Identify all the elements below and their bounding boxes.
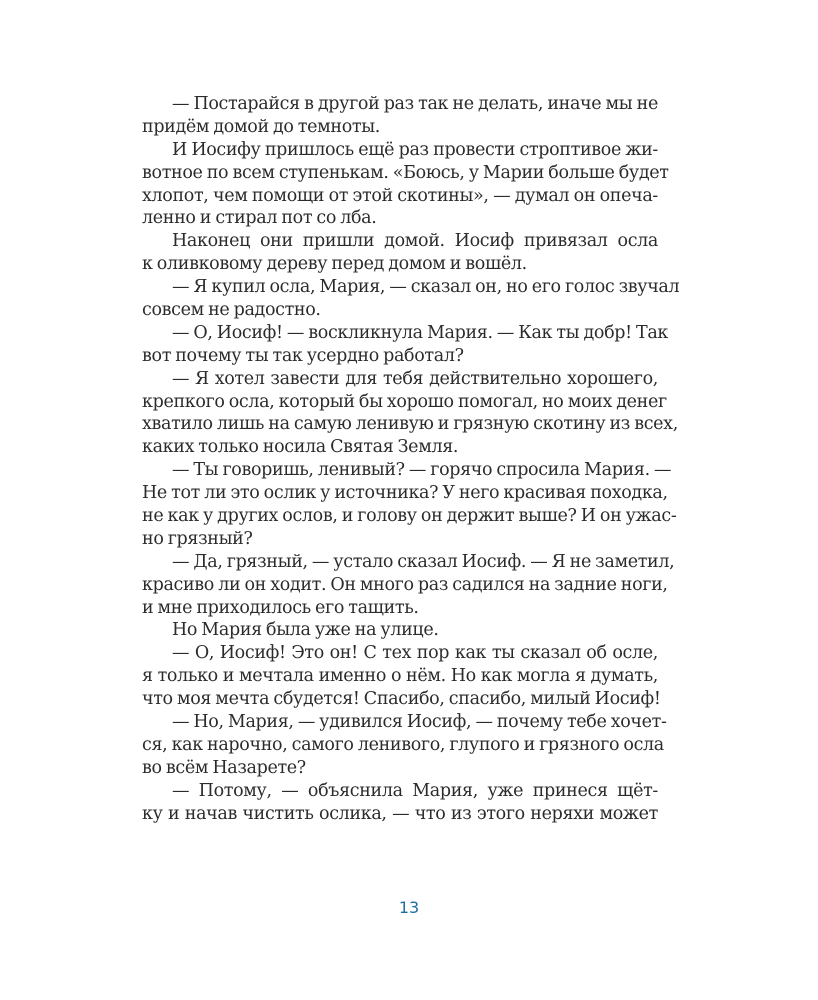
text-line: — Ты говоришь, ленивый? — горячо спросила Мария. — [172, 460, 672, 481]
text-line: ленно и стирал пот со лба. [142, 208, 377, 229]
text-line: во всём Назарете? [142, 757, 306, 778]
text-line: — Постарайся в другой раз так не делать, иначе мы не [172, 94, 658, 114]
text-line: крепкого осла, который бы хорошо помогал, но моих денег [142, 391, 667, 412]
text-line: — О, Иосиф! — воскликнула Мария. — Как ты добр! Так [172, 322, 669, 343]
text-line: вотное по всем ступенькам. «Боюсь, у Марии больше будет [142, 162, 669, 183]
text-line: Не тот ли это ослик у источника? У него красивая походка, [142, 483, 668, 504]
page-body [142, 93, 680, 826]
text-line: я только и мечтала именно о нём. Но как могла я думать, [142, 666, 658, 687]
text-line: но грязный? [142, 528, 253, 549]
text-line: Наконец они пришли домой. Иосиф привязал осла [172, 231, 658, 252]
text-line: — Я хотел завести для тебя действительно хорошего, [172, 368, 658, 389]
text-line: — Да, грязный, — устало сказал Иосиф. — Я не заметил, [172, 551, 675, 572]
page-number: 13 [398, 898, 420, 917]
text-line: — Я купил осла, Мария, — сказал он, но его голос звучал [172, 277, 680, 298]
text-line: не как у других ослов, и голову он держит выше? И он ужас- [142, 506, 677, 527]
text-line: совсем не радостно. [142, 300, 321, 321]
text-line: и мне приходилось его тащить. [142, 597, 419, 618]
text-line: что моя мечта сбудется! Спасибо, спасибо, милый Иосиф! [142, 689, 661, 710]
text-line: Но Мария была уже на улице. [172, 620, 439, 641]
text-line: хлопот, чем помощи от этой скотины», — думал он опеча- [142, 185, 658, 206]
text-line: хватило лишь на самую ленивую и грязную скотину из всех, [142, 414, 678, 435]
text-line: — Но, Мария, — удивился Иосиф, — почему тебе хочет- [172, 712, 667, 733]
text-line: — О, Иосиф! Это он! С тех пор как ты сказал об осле, [172, 643, 658, 664]
text-line: И Иосифу пришлось ещё раз провести строптивое жи- [172, 139, 658, 160]
text-line: каких только носила Святая Земля. [142, 437, 459, 458]
text-line: к оливковому дереву перед домом и вошёл. [142, 254, 527, 275]
text-line: — Потому, — объяснила Мария, уже принеся щёт- [172, 780, 658, 801]
text-line: ся, как нарочно, самого ленивого, глупого и грязного осла [142, 734, 664, 755]
text-line: вот почему ты так усердно работал? [142, 345, 464, 366]
text-line: ку и начав чистить ослика, — что из этого неряхи может [142, 803, 658, 824]
text-line: придём домой до темноты. [142, 116, 381, 137]
text-line: красиво ли он ходит. Он много раз садился на задние ноги, [142, 574, 668, 595]
